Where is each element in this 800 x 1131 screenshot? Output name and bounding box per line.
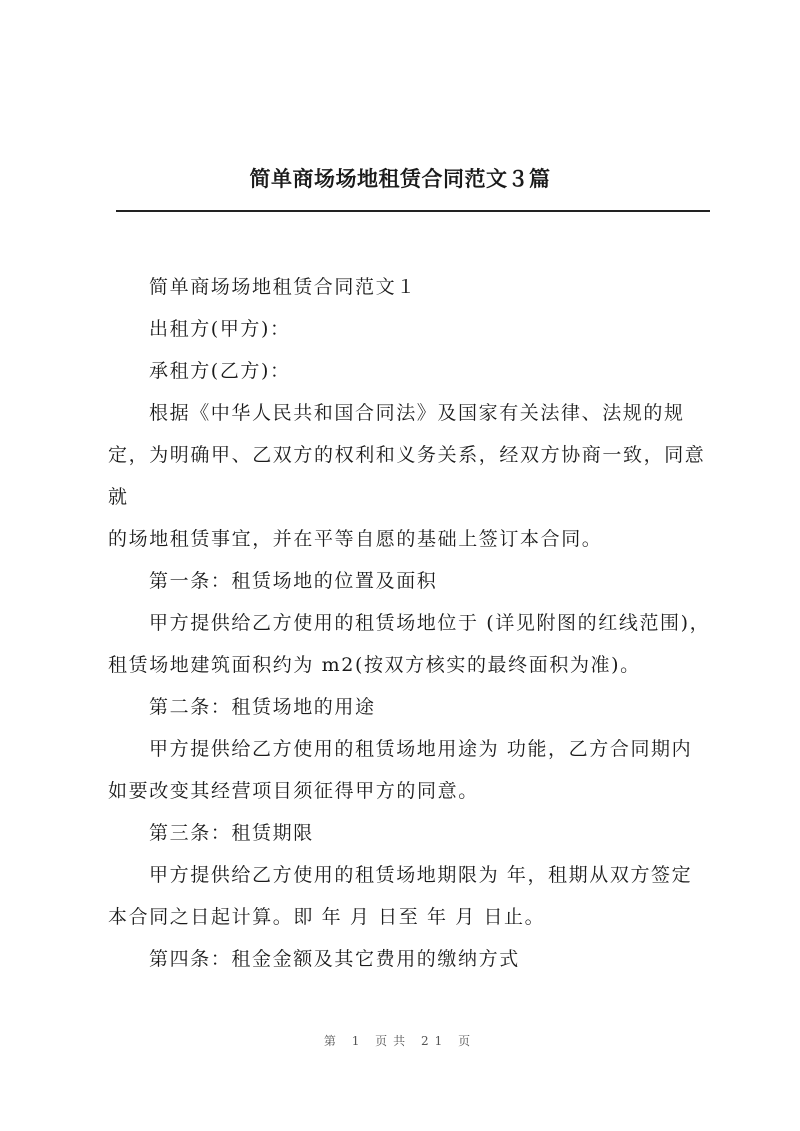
article-2-heading: 第二条：租赁场地的用途: [149, 696, 376, 718]
article-1-heading: 第一条：租赁场地的位置及面积: [149, 570, 438, 592]
document-body: [108, 266, 712, 980]
paragraph-lessee: 承租方(乙方)：: [149, 360, 291, 382]
article-3-heading: 第三条：租赁期限: [149, 822, 314, 844]
paragraph-lessor: 出租方(甲方)：: [149, 318, 291, 340]
article-4-heading: 第四条：租金金额及其它费用的缴纳方式: [149, 948, 520, 970]
article-1-body: 甲方提供给乙方使用的租赁场地位于 (详见附图的红线范围)，租赁场地建筑面积约为 m2(按双方核实的最终面积为准)。: [108, 612, 711, 676]
article-3-body: 甲方提供给乙方使用的租赁场地期限为 年，租期从双方签定本合同之日起计算。即 年 月 日至 年 月 日止。: [108, 864, 693, 928]
article-2-body: 甲方提供给乙方使用的租赁场地用途为 功能，乙方合同期内如要改变其经营项目须征得甲方的同意。: [108, 738, 693, 802]
document-title: 简单商场场地租赁合同范文３篇: [249, 166, 551, 191]
paragraph-preamble: 根据《中华人民共和国合同法》及国家有关法律、法规的规定，为明确甲、乙双方的权利和义务关系，经双方协商一致，同意就: [108, 402, 706, 508]
page-number: 第 1 页共 21 页: [323, 1034, 477, 1048]
paragraph-preamble-continued: 的场地租赁事宜，并在平等自愿的基础上签订本合同。: [108, 528, 603, 550]
title-underline: [116, 210, 710, 212]
paragraph-heading-1: 简单商场场地租赁合同范文１: [149, 276, 417, 298]
